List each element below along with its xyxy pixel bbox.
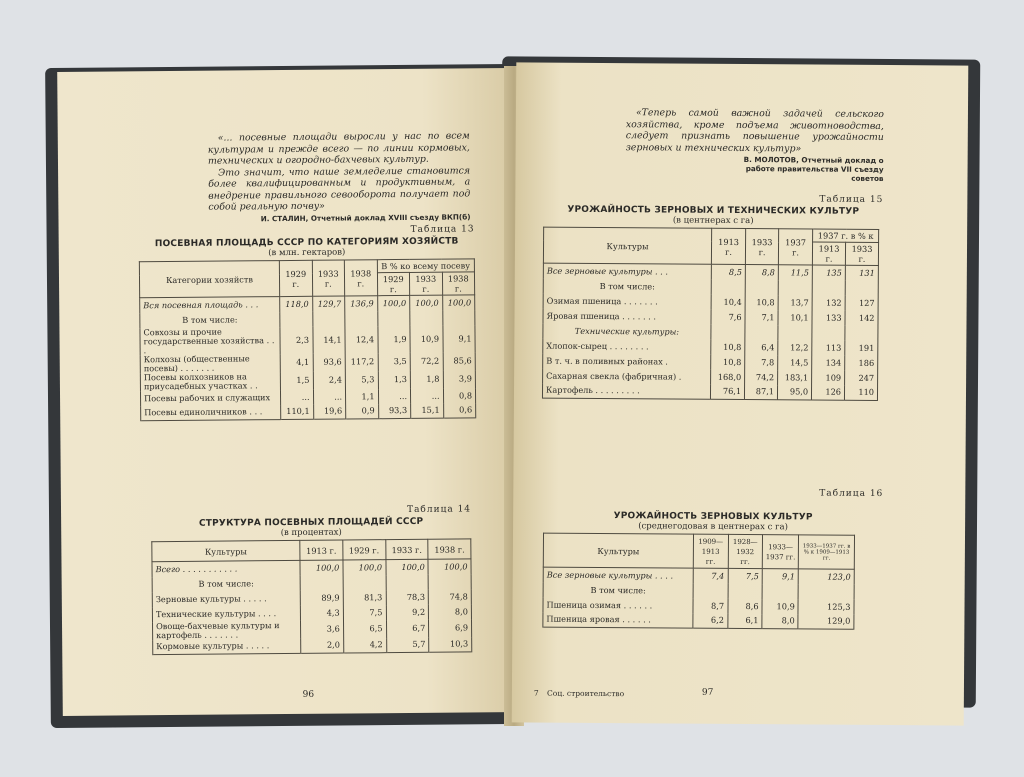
t16-cell	[728, 583, 763, 598]
t16-row-label: Все зерновые культуры . . . .	[543, 567, 693, 583]
t13-cell	[280, 311, 313, 326]
t13-cell: 3,9	[443, 370, 476, 388]
t13-cell: 100,0	[377, 295, 410, 310]
t15-cell: 14,5	[778, 355, 812, 370]
t13-cell: 2,3	[280, 326, 313, 353]
t13-cell: 100,0	[442, 295, 475, 310]
t13-cell: ...	[313, 389, 346, 404]
t16-head-crops: Культуры	[543, 533, 693, 568]
table-15-subtitle: (в центнерах с га)	[672, 215, 754, 227]
table-14	[151, 538, 472, 655]
t14-cell: 100,0	[343, 560, 386, 575]
t14-cell: 100,0	[385, 559, 428, 574]
table-14-title: СТРУКТУРА ПОСЕВНЫХ ПЛОЩАДЕЙ СССР	[198, 516, 424, 529]
t14-cell: 9,2	[386, 604, 429, 619]
t13-cell: ...	[410, 388, 443, 403]
t16-cell: 7,4	[693, 568, 728, 583]
t13-row-label: Совхозы и прочие государственные хозяйства . . .	[140, 327, 280, 355]
t13-cell: 93,3	[378, 403, 411, 418]
t16-head-1933: 1933—1937 гг.	[762, 535, 798, 569]
t14-cell: 5,7	[386, 637, 429, 652]
t15-cell: 10,1	[778, 310, 812, 325]
t16-row	[543, 612, 854, 629]
table-15-number: Таблица 15	[819, 194, 884, 205]
table-16	[542, 533, 855, 630]
t13-head-pct-1933: 1933 г.	[409, 272, 442, 295]
t13-head-percent: В % ко всему посеву	[377, 259, 475, 273]
t14-row-label: Зерновые культуры . . . . .	[152, 590, 300, 606]
table-14-number: Таблица 14	[407, 504, 472, 515]
stalin-quote	[208, 130, 471, 213]
t13-cell	[377, 310, 410, 325]
t13-cell: 19,6	[313, 404, 346, 419]
t15-row-label: В т. ч. в поливных районах .	[543, 353, 711, 369]
signature-text: Соц. строительство	[547, 688, 625, 699]
t14-cell: 8,0	[429, 604, 472, 619]
footer-signature	[534, 689, 624, 699]
t14-cell	[386, 574, 429, 589]
t15-row-label: В том числе:	[543, 278, 711, 294]
t14-cell	[300, 575, 343, 590]
t14-row	[153, 637, 472, 655]
t13-cell: 118,0	[280, 296, 313, 311]
t13-cell: 0,6	[443, 403, 476, 418]
t16-cell	[693, 583, 728, 598]
t15-head-percent: 1937 г. в % к	[813, 229, 879, 242]
t15-cell: 134	[812, 355, 845, 370]
t15-row-label: Хлопок-сырец . . . . . . . .	[543, 338, 711, 354]
t14-cell: 7,5	[343, 605, 386, 620]
t14-cell: 4,2	[343, 638, 386, 653]
t14-cell: 89,9	[300, 590, 343, 605]
t15-head-1913: 1913 г.	[711, 228, 745, 264]
t15-cell: 7,8	[745, 355, 778, 370]
t14-cell: 10,3	[429, 637, 472, 652]
t16-cell: 10,9	[762, 599, 798, 614]
t13-cell: 12,4	[345, 326, 378, 353]
t14-head-1938: 1938 г.	[428, 539, 471, 559]
t13-cell: 0,9	[346, 404, 379, 419]
stalin-quote-block	[208, 130, 471, 223]
t13-cell: 3,5	[378, 352, 411, 370]
t13-row	[141, 403, 476, 421]
t14-row-label: Всего . . . . . . . . . . .	[152, 560, 300, 576]
right-page	[512, 62, 969, 725]
t14-cell: 78,3	[386, 589, 429, 604]
molotov-quote: «Теперь самой важной задачей сельского хозяйства, кроме подъема животноводства, следует признать повышение урожайности зерновых и технических культур»	[625, 107, 884, 154]
t15-cell: 110	[844, 385, 877, 400]
t13-cell	[312, 311, 345, 326]
t13-cell: 129,7	[312, 296, 345, 311]
table-15-title: УРОЖАЙНОСТЬ ЗЕРНОВЫХ И ТЕХНИЧЕСКИХ КУЛЬТУР	[567, 204, 860, 217]
t13-cell: 1,9	[377, 325, 410, 352]
t15-cell	[845, 325, 878, 340]
stalin-quote-text-2: Это значит, что наше земледелие становится более квалифицированным и продуктивным, а внедрение правильного севооборота получает под собой реальную почву»	[208, 164, 471, 213]
t15-cell	[778, 325, 812, 340]
page-number-left: 96	[302, 689, 315, 700]
t15-head-pct-1913: 1913 г.	[813, 242, 846, 265]
table-15-block	[542, 193, 883, 401]
t16-cell: 6,1	[727, 613, 762, 628]
t13-cell: 14,1	[312, 326, 345, 353]
t15-cell: 191	[845, 340, 878, 355]
t13-cell: 85,6	[443, 352, 476, 370]
t13-cell	[442, 310, 475, 325]
t13-head-1938: 1938 г.	[344, 260, 377, 296]
t13-row-label: Посевы рабочих и служащих	[140, 390, 280, 406]
t15-cell: 87,1	[745, 385, 778, 400]
t14-cell: 6,5	[343, 620, 386, 638]
t14-cell: 6,7	[386, 619, 429, 637]
t14-row-label: В том числе:	[152, 575, 300, 591]
t13-head-1929: 1929 г.	[279, 260, 312, 296]
t16-cell: 129,0	[798, 614, 854, 629]
t15-cell	[711, 279, 745, 294]
t13-cell: 9,1	[442, 325, 475, 352]
table-16-subtitle: (среднегодовая в центнерах с га)	[638, 521, 788, 533]
t13-row-label: Посевы единоличников . . .	[141, 405, 281, 421]
t13-row-label: Колхозы (общественные посевы) . . . . . . .	[140, 354, 280, 373]
t15-cell: 10,8	[745, 295, 778, 310]
t15-cell: 76,1	[710, 384, 744, 399]
t15-cell: 135	[812, 265, 845, 280]
t13-cell	[410, 310, 443, 325]
t15-row-label: Картофель . . . . . . . . .	[542, 383, 710, 399]
t15-cell: 13,7	[778, 295, 812, 310]
table-13-number: Таблица 13	[410, 224, 475, 235]
table-13-title: ПОСЕВНАЯ ПЛОЩАДЬ СССР ПО КАТЕГОРИЯМ ХОЗЯЙСТВ	[154, 236, 459, 250]
t13-cell: 2,4	[313, 371, 346, 389]
t15-cell: 7,6	[711, 309, 745, 324]
t13-cell: 72,2	[410, 352, 443, 370]
t15-head-crops: Культуры	[543, 227, 711, 264]
t16-row-label: Пшеница яровая . . . . . .	[543, 612, 693, 628]
t13-cell: 117,2	[345, 353, 378, 371]
t15-cell: 11,5	[778, 265, 812, 280]
t15-cell: 133	[812, 310, 845, 325]
t16-cell: 8,6	[728, 598, 763, 613]
t15-row	[542, 383, 877, 400]
t13-cell	[345, 311, 378, 326]
t13-row-label: Вся посевная площадь . . .	[140, 297, 280, 313]
t15-cell	[812, 280, 845, 295]
t13-cell: 5,3	[345, 371, 378, 389]
t15-row-label: Яровая пшеница . . . . . . .	[543, 308, 711, 324]
t15-cell: 7,1	[745, 310, 778, 325]
t15-head-pct-1933: 1933 г.	[845, 242, 878, 265]
t14-cell: 100,0	[428, 559, 471, 574]
t15-row-label: Все зерновые культуры . . .	[543, 263, 711, 279]
t15-cell: 126	[812, 385, 845, 400]
t15-cell: 74,2	[745, 370, 778, 385]
t13-row-label: В том числе:	[140, 312, 280, 328]
molotov-source: В. МОЛОТОВ, Отчетный доклад о работе правительства VII съезду советов	[743, 155, 884, 183]
t16-cell: 7,5	[728, 568, 763, 583]
t14-head-crops: Культуры	[152, 540, 300, 561]
t15-cell: 127	[845, 295, 878, 310]
t14-cell: 3,6	[300, 620, 343, 638]
t15-cell: 10,4	[711, 294, 745, 309]
t16-cell: 8,7	[693, 598, 728, 613]
t14-cell	[343, 575, 386, 590]
t15-cell	[745, 325, 778, 340]
t13-head-1933: 1933 г.	[312, 260, 345, 296]
stalin-quote-text-1: «... посевные площади выросли у нас по всем культурам и прежде всего — по линии кормовых, технических и огородно-бахчевых культур.	[207, 130, 470, 167]
table-13-subtitle: (в млн. гектаров)	[268, 247, 346, 259]
table-16-title: УРОЖАЙНОСТЬ ЗЕРНОВЫХ КУЛЬТУР	[613, 511, 813, 523]
t13-head-category: Категории хозяйств	[139, 261, 279, 298]
open-book	[48, 58, 978, 726]
table-13	[139, 258, 476, 421]
t15-cell: 8,8	[745, 265, 778, 280]
t14-head-1929: 1929 г.	[343, 540, 386, 560]
page-number-right: 97	[701, 687, 714, 698]
t15-cell	[745, 280, 778, 295]
t15-cell: 142	[845, 310, 878, 325]
t13-cell: ...	[378, 388, 411, 403]
t15-row-label: Озимая пшеница . . . . . . .	[543, 293, 711, 309]
t15-cell: 186	[845, 355, 878, 370]
t13-cell: 1,5	[280, 371, 313, 389]
t13-cell: 1,3	[378, 370, 411, 388]
t15-row-label: Технические культуры:	[543, 323, 711, 339]
t14-head-1933: 1933 г.	[385, 539, 428, 559]
t16-cell: 6,2	[693, 613, 728, 628]
t15-row-label: Сахарная свекла (фабричная) .	[543, 368, 711, 384]
t13-cell: 10,9	[410, 325, 443, 352]
t15-cell	[845, 280, 878, 295]
t15-cell: 10,8	[711, 354, 745, 369]
signature-number: 7	[533, 688, 539, 698]
t15-cell: 113	[812, 340, 845, 355]
t13-cell: 4,1	[280, 353, 313, 371]
t15-cell: 168,0	[711, 369, 745, 384]
stalin-source: И. СТАЛИН, Отчетный доклад XVIII съезду ВКП(б)	[260, 211, 471, 223]
table-13-block	[139, 224, 477, 421]
t14-cell: 2,0	[301, 638, 344, 653]
t16-row-label: Пшеница озимая . . . . . .	[543, 597, 693, 613]
t16-head-1928: 1928—1932 гг.	[728, 534, 763, 568]
t15-cell: 109	[812, 370, 845, 385]
t13-cell: 1,8	[410, 370, 443, 388]
t16-row-label: В том числе:	[543, 582, 693, 598]
t15-cell: 183,1	[778, 370, 812, 385]
t13-head-pct-1929: 1929 г.	[377, 272, 410, 295]
t14-row-label: Овоще-бахчевые культуры и картофель . . . . . . .	[152, 620, 300, 639]
t13-row	[140, 325, 475, 355]
table-16-block	[542, 487, 883, 630]
t13-cell: ...	[280, 389, 313, 404]
t15-cell: 95,0	[777, 385, 811, 400]
left-page	[57, 68, 519, 716]
t13-cell: 1,1	[345, 389, 378, 404]
t15-cell	[711, 324, 745, 339]
t13-cell: 0,8	[443, 388, 476, 403]
t14-row-label: Кормовые культуры . . . . .	[153, 638, 301, 654]
t13-row-label: Посевы колхозников на приусадебных участках . .	[140, 372, 280, 391]
t14-row-label: Технические культуры . . . .	[152, 605, 300, 621]
t15-cell: 8,5	[711, 264, 745, 279]
table-16-number: Таблица 16	[819, 488, 884, 500]
t15-cell: 6,4	[745, 340, 778, 355]
t15-head-1937: 1937 г.	[778, 229, 812, 265]
t14-cell: 81,3	[343, 590, 386, 605]
t15-cell: 131	[845, 265, 878, 280]
t16-cell: 9,1	[762, 569, 798, 584]
t14-cell: 74,8	[428, 589, 471, 604]
table-14-block	[151, 504, 472, 655]
t14-cell	[428, 574, 471, 589]
t16-cell: 125,3	[798, 599, 854, 614]
t15-cell	[812, 325, 845, 340]
t14-cell: 100,0	[300, 560, 343, 575]
t16-head-percent: 1933—1937 гг. в % к 1909—1913 гг.	[799, 535, 855, 569]
t13-cell: 15,1	[411, 403, 444, 418]
t15-cell	[778, 280, 812, 295]
t13-cell: 100,0	[410, 295, 443, 310]
table-14-subtitle: (в процентах)	[280, 527, 342, 539]
t14-cell: 4,3	[300, 605, 343, 620]
t13-cell: 136,9	[345, 296, 378, 311]
t16-cell	[798, 584, 854, 599]
t15-cell: 10,8	[711, 339, 745, 354]
t15-cell: 12,2	[778, 340, 812, 355]
molotov-quote-block	[625, 107, 884, 183]
t16-head-1909: 1909—1913 гг.	[693, 534, 728, 568]
t14-head-1913: 1913 г.	[300, 540, 343, 560]
t13-head-pct-1938: 1938 г.	[442, 272, 475, 295]
t15-head-1933: 1933 г.	[745, 229, 778, 265]
table-15	[542, 227, 879, 401]
t16-cell	[762, 584, 798, 599]
t16-cell: 123,0	[798, 569, 854, 584]
t15-cell: 132	[812, 295, 845, 310]
t16-cell: 8,0	[762, 614, 798, 629]
t14-cell: 6,9	[429, 619, 472, 637]
t13-cell: 93,6	[313, 353, 346, 371]
t13-cell: 110,1	[281, 404, 314, 419]
t15-cell: 247	[845, 370, 878, 385]
